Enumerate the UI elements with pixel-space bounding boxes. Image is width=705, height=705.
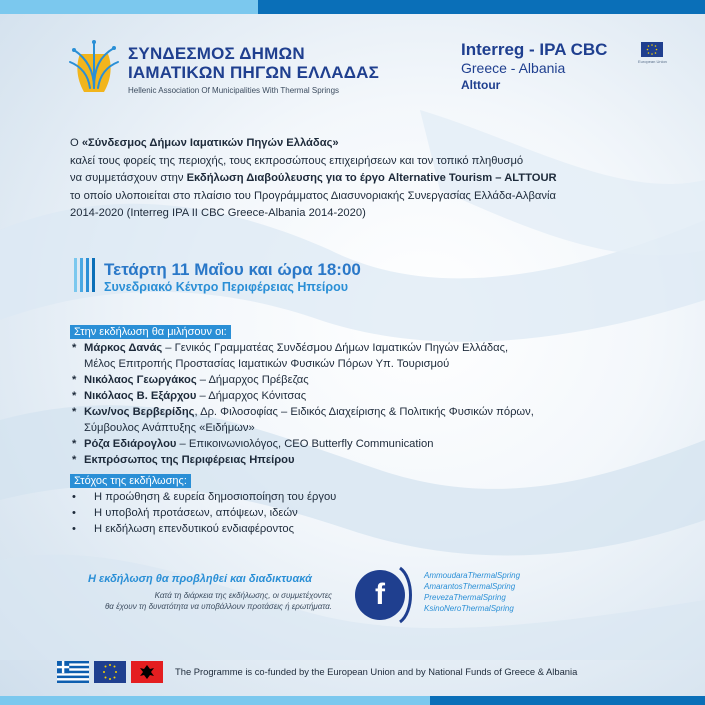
facebook-pages (424, 570, 520, 614)
event-venue: Συνεδριακό Κέντρο Περιφέρειας Ηπείρου (104, 280, 349, 294)
top-color-bar (0, 0, 705, 14)
org-title-line2: ΙΑΜΑΤΙΚΩΝ ΠΗΓΩΝ ΕΛΛΑΔΑΣ (128, 63, 380, 82)
intro-line-4: το οποίο υλοποιείται στο πλαίσιο του Προγράμματος Διασυνοριακής Συνεργασίας Ελλάδα-Αλβανία (70, 189, 556, 202)
online-broadcast-note: Κατά τη διάρκεια της εκδήλωσης, οι συμμετέχοντες θα έχουν τη δυνατότητα να υποβάλλουν προτάσεις ή ερωτήματα. (104, 591, 332, 611)
albania-flag-icon (131, 661, 163, 683)
intro-line-1: Ο «Σύνδεσμος Δήμων Ιαματικών Πηγών Ελλάδας» (70, 137, 339, 149)
facebook-page-link[interactable]: AmarantosThermalSpring (424, 582, 516, 591)
eu-flag-icon (94, 661, 126, 683)
list-item-continued: Μέλος Επιτροπής Προστασίας Ιαματικών Φυσικών Πόρων Υπ. Τουρισμού (84, 358, 450, 370)
association-name: «Σύνδεσμος Δήμων Ιαματικών Πηγών Ελλάδας» (81, 137, 339, 149)
fountain-logo-icon (66, 40, 122, 98)
list-item: • Η προώθηση & ευρεία δημοσιοποίηση του έργου (72, 491, 337, 503)
bullet-icon: • (72, 523, 76, 535)
bullet-icon: • (72, 491, 76, 503)
event-name: Εκδήλωση Διαβούλευσης για το έργο Alternative Tourism – ALTTOUR (186, 172, 557, 185)
flags-row (57, 661, 167, 683)
event-date: Τετάρτη 11 Μαΐου και ώρα 18:00 (104, 260, 361, 279)
project-name: Alttour (461, 78, 501, 92)
invitation-text (70, 135, 650, 223)
greece-flag-icon (57, 661, 89, 683)
list-item: * Νικόλαος Β. Εξάρχου – Δήμαρχος Κόνιτσας (72, 390, 307, 402)
list-item: * Εκπρόσωπος της Περιφέρειας Ηπείρου (72, 454, 295, 466)
list-item: * Ρόζα Εδιάρογλου – Επικοινωνιολόγος, CEO Butterfly Communication (72, 438, 434, 450)
programme-countries: Greece - Albania (461, 60, 566, 76)
cofunding-statement: The Programme is co-funded by the European Union and by National Funds of Greece & Albania (175, 666, 578, 677)
facebook-glyph: f (375, 578, 385, 611)
list-item: * Μάρκος Δανάς – Γενικός Γραμματέας Συνδέσμου Δήμων Ιαματικών Πηγών Ελλάδας, (72, 342, 509, 354)
event-date-block (70, 258, 430, 298)
bottom-color-bar (0, 696, 705, 705)
list-item: • Η υποβολή προτάσεων, απόψεων, ιδεών (72, 507, 298, 519)
list-item: * Κων/νος Βερβερίδης, Δρ. Φιλοσοφίας – Ειδικός Διαχείρισης & Πολιτικής Φυσικών πόρων, (72, 406, 534, 418)
facebook-page-link[interactable]: AmmoudaraThermalSpring (424, 571, 521, 580)
org-subtitle: Hellenic Association Of Municipalities With Thermal Springs (128, 86, 340, 95)
association-logo (66, 40, 380, 100)
online-broadcast-title: Η εκδήλωση θα προβληθεί και διαδικτυακά (88, 573, 312, 585)
intro-line-2: καλεί τους φορείς της περιοχής, τους εκπροσώπους επιχειρήσεων και τον τοπικό πληθυσμό (70, 154, 524, 167)
eu-flag-icon (641, 42, 663, 57)
bullet-icon: • (72, 507, 76, 519)
list-item-continued: Σύμβουλος Ανάπτυξης «Ειδήμων» (84, 422, 255, 434)
facebook-page-link[interactable]: KsinoNeroThermalSpring (424, 604, 514, 613)
list-item: • Η εκδήλωση επενδυτικού ενδιαφέροντος (72, 523, 294, 535)
eu-caption: European Union (638, 59, 667, 64)
interreg-brand: Interreg - IPA CBC (461, 40, 608, 59)
facebook-arc-icon (398, 566, 418, 624)
speakers-header: Στην εκδήλωση θα μιλήσουν οι: (70, 325, 231, 339)
goals-header: Στόχος της εκδήλωσης: (70, 474, 191, 488)
org-title-line1: ΣΥΝΔΕΣΜΟΣ ΔΗΜΩΝ (128, 44, 305, 63)
org-title (128, 44, 379, 82)
facebook-page-link[interactable]: PrevezaThermalSpring (424, 593, 506, 602)
speakers-list (72, 340, 652, 468)
list-item: * Νικόλαος Γεωργάκος – Δήμαρχος Πρέβεζας (72, 374, 309, 386)
intro-line-3: να συμμετάσχουν στην Εκδήλωση Διαβούλευσης για το έργο Alternative Tourism – ALTTOUR (70, 172, 557, 185)
intro-line-5: 2014-2020 (Interreg IPA II CBC Greece-Albania 2014-2020) (70, 207, 366, 220)
goals-list (72, 489, 492, 537)
interreg-logo (458, 40, 668, 100)
